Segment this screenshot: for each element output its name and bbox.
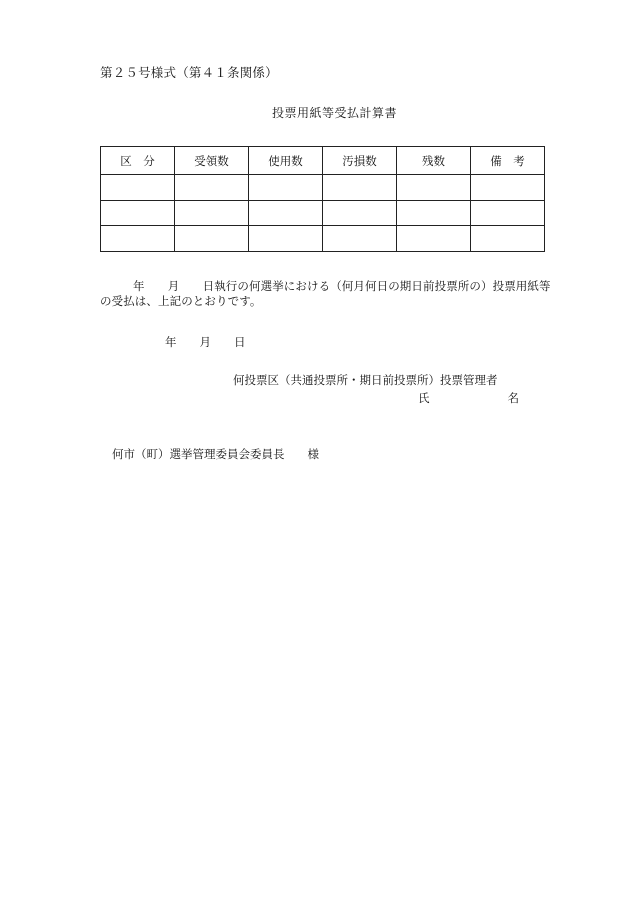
table-cell <box>175 200 249 226</box>
table-cell <box>249 226 323 252</box>
table-cell <box>323 200 397 226</box>
header-remarks: 備 考 <box>471 147 545 175</box>
name-label-surname: 氏 <box>418 391 430 405</box>
header-used: 使用数 <box>249 147 323 175</box>
table-cell <box>397 175 471 201</box>
table-header-row <box>101 147 545 175</box>
header-remaining: 残数 <box>397 147 471 175</box>
date-line <box>165 334 246 350</box>
table-cell <box>175 226 249 252</box>
header-received: 受領数 <box>175 147 249 175</box>
date-year: 年 <box>165 335 177 349</box>
table-cell <box>323 226 397 252</box>
table-row <box>101 226 545 252</box>
manager-title: 何投票区（共通投票所・期日前投票所）投票管理者 <box>233 373 498 387</box>
table-cell <box>249 200 323 226</box>
table-cell <box>101 200 175 226</box>
table-cell <box>471 226 545 252</box>
ledger-table <box>100 146 545 252</box>
header-damaged: 汚損数 <box>323 147 397 175</box>
table-cell <box>471 200 545 226</box>
table-cell <box>397 226 471 252</box>
table-cell <box>249 175 323 201</box>
statement-text: 年 月 日執行の何選挙における（何月何日の期日前投票所の）投票用紙等の受払は、上記のとおりです。 <box>100 279 551 308</box>
table-cell <box>101 175 175 201</box>
header-category: 区 分 <box>101 147 175 175</box>
date-month: 月 <box>199 335 211 349</box>
table-cell <box>101 226 175 252</box>
table-cell <box>471 175 545 201</box>
date-day: 日 <box>234 335 246 349</box>
document-title: 投票用紙等受払計算書 <box>272 106 398 120</box>
table-row <box>101 200 545 226</box>
addressee: 何市（町）選挙管理委員会委員長 様 <box>112 447 319 461</box>
name-label-given: 名 <box>507 391 519 405</box>
form-number: 第２５号様式（第４１条関係） <box>100 65 278 80</box>
table-row <box>101 175 545 201</box>
table-cell <box>175 175 249 201</box>
table-cell <box>397 200 471 226</box>
table-cell <box>323 175 397 201</box>
name-line <box>418 390 519 406</box>
